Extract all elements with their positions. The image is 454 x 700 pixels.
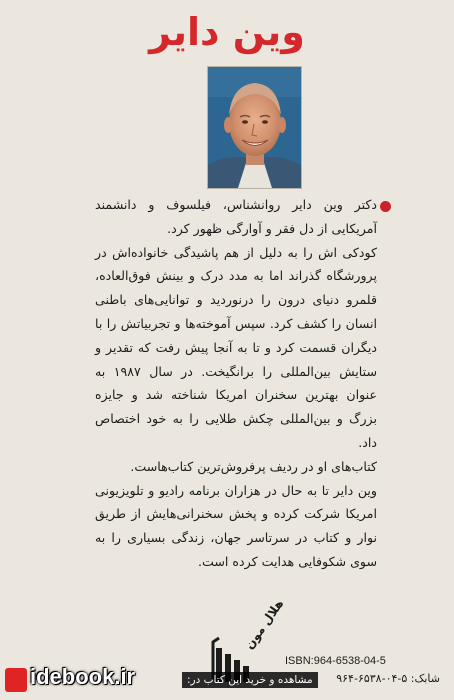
book-title: وین دایر — [149, 10, 305, 54]
book-icon — [5, 668, 27, 692]
bio-paragraph: دکتر وین دایر روانشناس، فیلسوف و دانشمند آمریکایی از دل فقر و آوارگی ظهور کرد. — [95, 197, 377, 236]
bio-paragraph: وین دایر تا به حال در هزاران برنامه رادیو و تلویزیونی امریکا شرکت کرده و پخش سخنرانی‌هایش از طریق نوار و کتاب در سرتاسر جهان، زندگی بسیاری را به سوی شکوفایی هدایت کرده است. — [95, 482, 377, 569]
author-portrait-image — [208, 67, 301, 188]
isbn-persian: شابک: ۵-۰۴-۶۵۳۸-۹۶۴ — [336, 672, 440, 685]
watermark-brand: idebook.ir — [30, 664, 136, 689]
bio-paragraph: کودکی اش را به دلیل از هم پاشیدگی خانواده‌اش در پرورشگاه گذراند اما به مدد درک و بینش فوق‌العاده، قلمرو دنیای درون را درنوردید و توانایی‌های باطنی انسان را کشف کرد. سپس آموخته‌ها و تجربیاتش را با دیگران قسمت کرد و تا به آنجا پیش رفت که تقدیر و ستایش بین‌المللی را برانگیخت. در سال ۱۹۸۷ به عنوان بهترین سخنران امریکا شناخته شد و جایزه بزرگ و بین‌المللی چکش طلایی را به خود اختصاص داد. — [95, 244, 377, 450]
bullet-icon — [380, 201, 391, 212]
isbn-latin: ISBN:964-6538-04-5 — [285, 655, 386, 667]
publisher-logo-text: هلال مون — [241, 596, 287, 652]
watermark-caption: مشاهده و خرید این کتاب در: — [182, 672, 318, 688]
author-photo — [207, 66, 302, 189]
bio-paragraph: کتاب‌های او در ردیف پرفروش‌ترین کتاب‌هاست. — [130, 458, 377, 474]
author-biography — [95, 193, 377, 574]
